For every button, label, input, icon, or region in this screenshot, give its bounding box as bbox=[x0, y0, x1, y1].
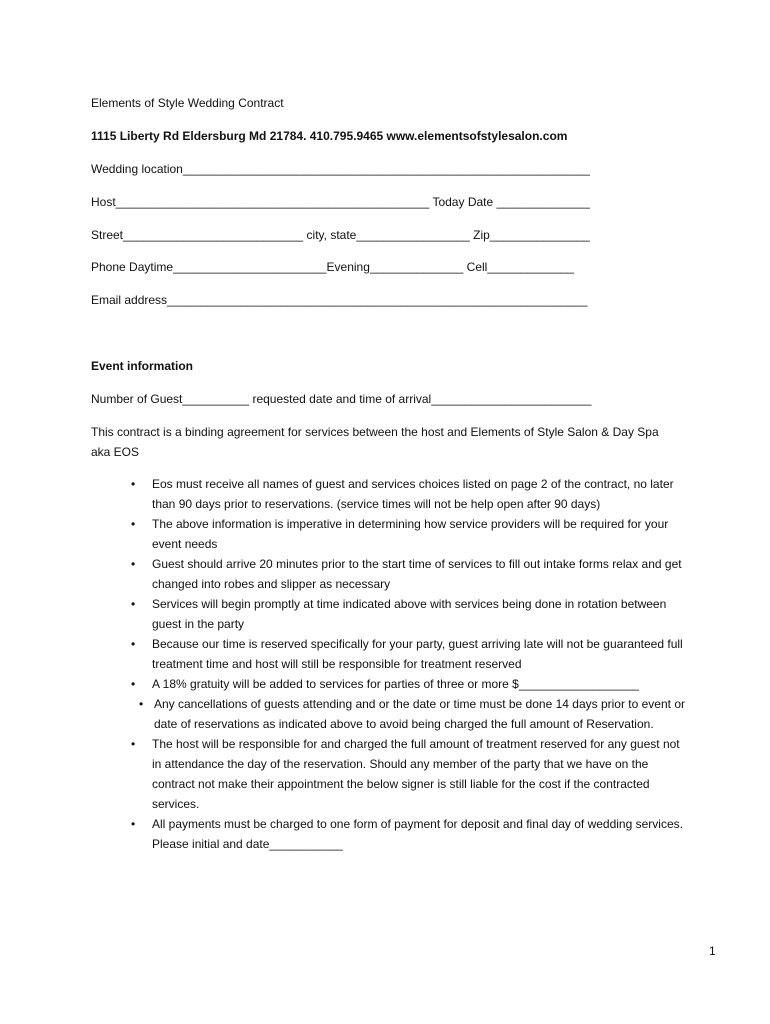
email-field: Email address_______________________________________________________________ bbox=[91, 293, 588, 307]
document-title: Elements of Style Wedding Contract bbox=[91, 96, 284, 110]
page-number: 1 bbox=[709, 944, 716, 958]
bullet-icon: • bbox=[131, 597, 136, 611]
list-item: • Services will begin promptly at time indicated above with services being done in rotation between guest in the party bbox=[0, 594, 692, 634]
list-item: • Guest should arrive 20 minutes prior to the start time of services to fill out intake forms relax and get changed into robes and slipper as necessary bbox=[0, 554, 692, 594]
agreement-intro: This contract is a binding agreement for services between the host and Elements of Style Salon & Day Spa aka EOS bbox=[91, 425, 659, 459]
list-item: • The host will be responsible for and charged the full amount of treatment reserved for any guest not in attendance the day of the reservation. Should any member of the party that we have on the contract not make their appointment the below signer is still liable for the cost if the contracted services. bbox=[0, 734, 692, 814]
guest-count-field: Number of Guest__________ requested date and time of arrival________________________ bbox=[91, 392, 592, 406]
terms-list bbox=[0, 474, 770, 854]
bullet-icon: • bbox=[131, 637, 136, 651]
host-date-field: Host_______________________________________________ Today Date ______________ bbox=[91, 195, 590, 209]
list-item: • The above information is imperative in determining how service providers will be required for your event needs bbox=[0, 514, 692, 554]
bullet-icon: • bbox=[139, 697, 144, 711]
bullet-icon: • bbox=[131, 477, 136, 491]
bullet-icon: • bbox=[131, 557, 136, 571]
list-item: • Because our time is reserved specifically for your party, guest arriving late will not be guaranteed full treatment time and host will still be responsible for treatment reserved bbox=[0, 634, 692, 674]
list-item: • All payments must be charged to one form of payment for deposit and final day of wedding services. Please initial and date___________ bbox=[0, 814, 692, 854]
list-item: • Any cancellations of guests attending and or the date or time must be done 14 days prior to event or date of reservations as indicated above to avoid being charged the full amount of Reservation. bbox=[0, 694, 694, 734]
list-item: • A 18% gratuity will be added to services for parties of three or more $__________________ bbox=[0, 674, 692, 694]
event-info-heading: Event information bbox=[91, 359, 194, 373]
bullet-icon: • bbox=[131, 517, 136, 531]
salon-address-line: 1115 Liberty Rd Eldersburg Md 21784. 410.795.9465 www.elementsofstylesalon.com bbox=[91, 129, 568, 143]
phone-field: Phone Daytime_______________________Evening______________ Cell_____________ bbox=[91, 260, 575, 274]
bullet-icon: • bbox=[131, 677, 136, 691]
list-item: • Eos must receive all names of guest and services choices listed on page 2 of the contract, no later than 90 days prior to reservations. (service times will not be help open after 90 days) bbox=[0, 474, 692, 514]
bullet-icon: • bbox=[131, 817, 136, 831]
wedding-location-field: Wedding location_____________________________________________________________ bbox=[91, 162, 590, 176]
bullet-icon: • bbox=[131, 737, 136, 751]
street-field: Street___________________________ city, state_________________ Zip_______________ bbox=[91, 228, 590, 242]
